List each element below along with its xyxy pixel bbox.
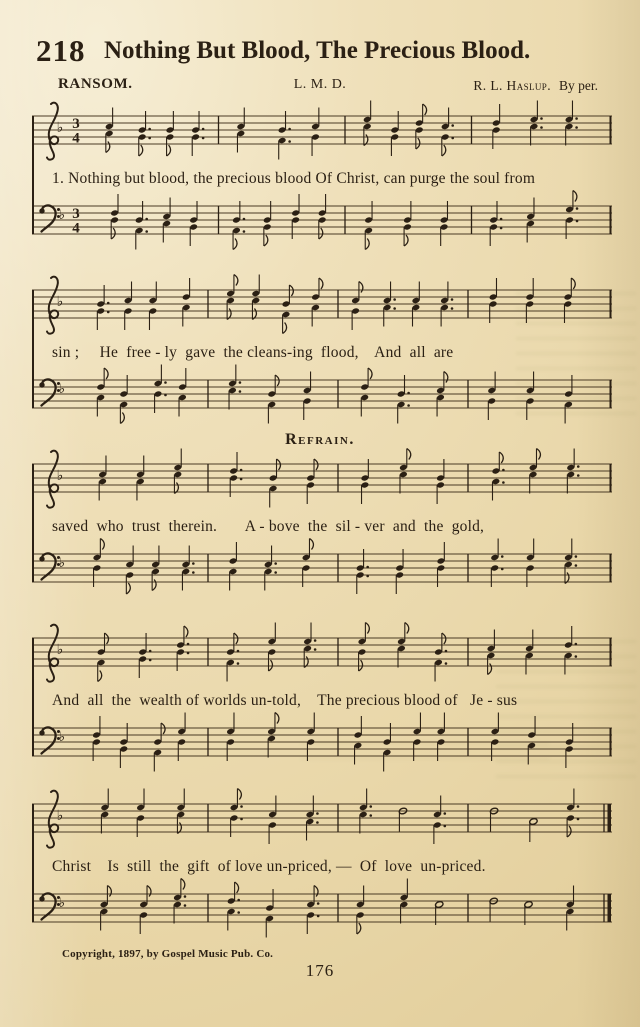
treble-staff (32, 784, 612, 856)
treble-staff (32, 270, 612, 342)
bass-staff (32, 538, 612, 616)
lyric-line-1: 1. Nothing but blood, the precious blood Of Christ, can purge the soul from (52, 170, 536, 187)
lyric-line-2: sin ; He free - ly gave the cleans-ing flood, And all are (52, 344, 454, 361)
svg-text:3: 3 (72, 116, 80, 132)
system-brace-line (32, 116, 34, 234)
svg-text:♭: ♭ (58, 382, 66, 397)
svg-text:♭: ♭ (56, 808, 64, 824)
svg-text:♭: ♭ (56, 294, 64, 310)
hymn-number: 218 (36, 33, 86, 68)
music-system-2 (32, 270, 612, 442)
music-system-5 (32, 784, 612, 956)
bass-staff (32, 712, 612, 790)
composer-credit: R. L. Haslup. (473, 78, 551, 93)
svg-text:3: 3 (72, 206, 80, 222)
svg-text:4: 4 (72, 130, 80, 147)
refrain-label: Refrain. (285, 431, 355, 448)
svg-text:♭: ♭ (56, 642, 64, 658)
music-system-3 (32, 444, 612, 616)
treble-staff (32, 96, 612, 168)
svg-text:♭: ♭ (58, 556, 66, 571)
svg-text:4: 4 (72, 220, 80, 237)
system-brace-line (32, 638, 34, 756)
lyric-line-4: And all the wealth of worlds un-told, The precious blood of Je - sus (52, 692, 518, 709)
treble-staff (32, 618, 612, 690)
tune-name: RANSOM. (58, 76, 133, 92)
page-number: 176 (305, 961, 335, 980)
system-brace-line (32, 464, 34, 582)
credit-line (473, 78, 598, 94)
svg-text:♭: ♭ (58, 896, 66, 911)
svg-text:♭: ♭ (56, 120, 64, 136)
bass-staff (32, 190, 612, 268)
lyric-line-5: Christ Is still the gift of love un-priced, — Of love un-priced. (52, 858, 486, 875)
treble-staff (32, 444, 612, 516)
system-brace-line (32, 804, 34, 922)
music-system-4 (32, 618, 612, 790)
svg-text:♭: ♭ (56, 468, 64, 484)
meter-label: L. M. D. (293, 77, 347, 92)
permission-note: By per. (559, 78, 598, 93)
bass-staff (32, 878, 612, 956)
svg-text:♭: ♭ (58, 208, 66, 223)
hymn-title: Nothing But Blood, The Precious Blood. (104, 37, 531, 64)
svg-text:♭: ♭ (58, 730, 66, 745)
lyric-line-3: saved who trust therein. A - bove the sil - ver and the gold, (52, 518, 485, 535)
copyright-line: Copyright, 1897, by Gospel Music Pub. Co. (62, 948, 274, 960)
system-brace-line (32, 290, 34, 408)
music-system-1 (32, 96, 612, 268)
